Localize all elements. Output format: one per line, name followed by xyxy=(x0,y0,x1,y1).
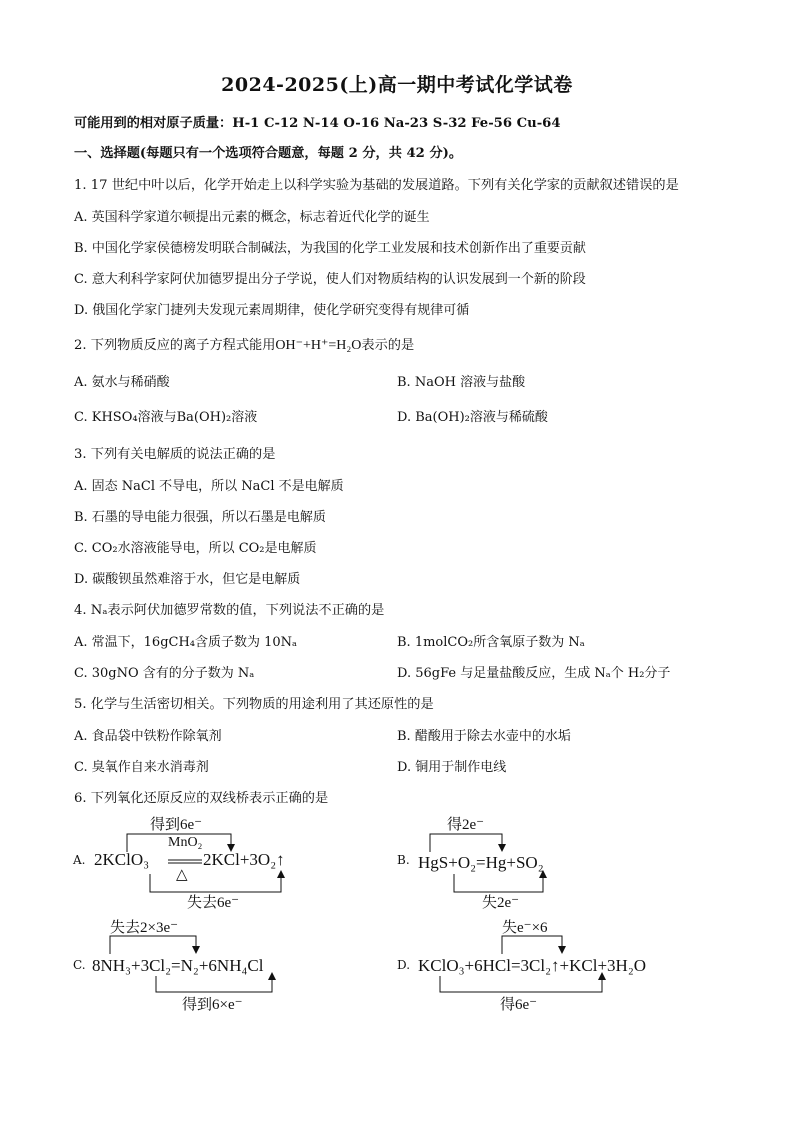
q1-option-a: A. 英国科学家道尔顿提出元素的概念，标志着近代化学的诞生 xyxy=(74,210,430,225)
q1-option-c: C. 意大利科学家阿伏加德罗提出分子学说，使人们对物质结构的认识发展到一个新的阶段 xyxy=(74,272,586,287)
q3-option-d: D. 碳酸钡虽然难溶于水，但它是电解质 xyxy=(74,572,301,587)
q6-a-heat: △ xyxy=(176,867,188,883)
q6-option-d-diagram xyxy=(416,914,716,1014)
question-5-stem: 5. 化学与生活密切相关。下列物质的用途利用了其还原性的是 xyxy=(74,697,434,712)
q6-d-equation: KClO₃+6HCl=3Cl₂↑+KCl+3H₂O xyxy=(418,956,647,975)
q6-option-c-letter: C. xyxy=(73,958,86,972)
question-4-stem: 4. Nₐ表示阿伏加德罗常数的值，下列说法不正确的是 xyxy=(74,603,385,618)
q6-a-catalyst: MnO₂ xyxy=(168,835,203,850)
page-title: 2024-2025(上)高一期中考试化学试卷 xyxy=(221,74,573,96)
q6-option-a-diagram xyxy=(88,812,388,912)
q6-d-bottom-label: 得6e⁻ xyxy=(500,997,538,1013)
question-2-stem xyxy=(74,334,414,354)
q6-b-top-label: 得2e⁻ xyxy=(447,817,485,833)
q6-option-d-letter: D. xyxy=(397,958,411,972)
q4-option-d: D. 56gFe 与足量盐酸反应，生成 Nₐ个 H₂分子 xyxy=(397,666,671,681)
question-3-stem: 3. 下列有关电解质的说法正确的是 xyxy=(74,447,276,462)
q6-c-bottom-label: 得到6×e⁻ xyxy=(182,997,243,1013)
q3-option-c: C. CO₂水溶液能导电，所以 CO₂是电解质 xyxy=(74,541,317,556)
q6-option-b-letter: B. xyxy=(397,853,410,867)
q6-a-eq-left: 2KClO₃ xyxy=(94,850,150,869)
q6-c-top-label: 失去2×3e⁻ xyxy=(110,920,179,936)
q6-a-top-label: 得到6e⁻ xyxy=(150,817,203,833)
q6-a-eq-right: 2KCl+3O₂↑ xyxy=(203,850,285,869)
q5-option-b: B. 醋酸用于除去水壶中的水垢 xyxy=(397,729,571,744)
q4-option-b: B. 1molCO₂所含氧原子数为 Nₐ xyxy=(397,635,585,650)
q6-b-bottom-label: 失2e⁻ xyxy=(482,895,520,911)
q6-c-equation: 8NH₃+3Cl₂=N₂+6NH₄Cl xyxy=(92,956,264,975)
q2-option-b: B. NaOH 溶液与盐酸 xyxy=(397,375,526,390)
q6-option-c-diagram xyxy=(88,914,388,1014)
q6-a-bottom-label: 失去6e⁻ xyxy=(187,895,240,911)
q2-option-d: D. Ba(OH)₂溶液与稀硫酸 xyxy=(397,410,548,425)
question-6-stem: 6. 下列氧化还原反应的双线桥表示正确的是 xyxy=(74,791,329,806)
q6-option-b-diagram xyxy=(416,812,676,912)
q4-option-c: C. 30gNO 含有的分子数为 Nₐ xyxy=(74,666,255,681)
q1-option-d: D. 俄国化学家门捷列夫发现元素周期律，使化学研究变得有规律可循 xyxy=(74,303,470,318)
q6-option-a-letter: A. xyxy=(73,853,86,867)
q6-b-equation: HgS+O₂=Hg+SO₂ xyxy=(418,853,544,872)
q2-stem-pre: 2. 下列物质反应的离子方程式能用 xyxy=(74,338,276,353)
q2-option-a: A. 氨水与稀硝酸 xyxy=(74,375,170,390)
q5-option-d: D. 铜用于制作电线 xyxy=(397,760,507,775)
atomic-masses: 可能用到的相对原子质量：H-1 C-12 N-14 O-16 Na-23 S-32 Fe-56 Cu-64 xyxy=(74,116,561,131)
q2-stem-post: 表示的是 xyxy=(361,338,415,353)
q2-ion-equation: OH⁻+H⁺=H₂O xyxy=(275,338,362,353)
q5-option-c: C. 臭氧作自来水消毒剂 xyxy=(74,760,209,775)
q2-option-c: C. KHSO₄溶液与Ba(OH)₂溶液 xyxy=(74,410,258,425)
q6-d-top-label: 失e⁻×6 xyxy=(502,920,548,936)
q4-option-a: A. 常温下，16gCH₄含质子数为 10Nₐ xyxy=(74,635,298,650)
q3-option-a: A. 固态 NaCl 不导电，所以 NaCl 不是电解质 xyxy=(74,479,344,494)
q5-option-a: A. 食品袋中铁粉作除氧剂 xyxy=(74,729,222,744)
q3-option-b: B. 石墨的导电能力很强，所以石墨是电解质 xyxy=(74,510,326,525)
section-heading: 一、选择题(每题只有一个选项符合题意，每题 2 分，共 42 分)。 xyxy=(74,146,463,161)
q1-option-b: B. 中国化学家侯德榜发明联合制碱法，为我国的化学工业发展和技术创新作出了重要贡献 xyxy=(74,241,586,256)
question-1-stem: 1. 17 世纪中叶以后，化学开始走上以科学实验为基础的发展道路。下列有关化学家的贡献叙述错误的是 xyxy=(74,178,679,193)
